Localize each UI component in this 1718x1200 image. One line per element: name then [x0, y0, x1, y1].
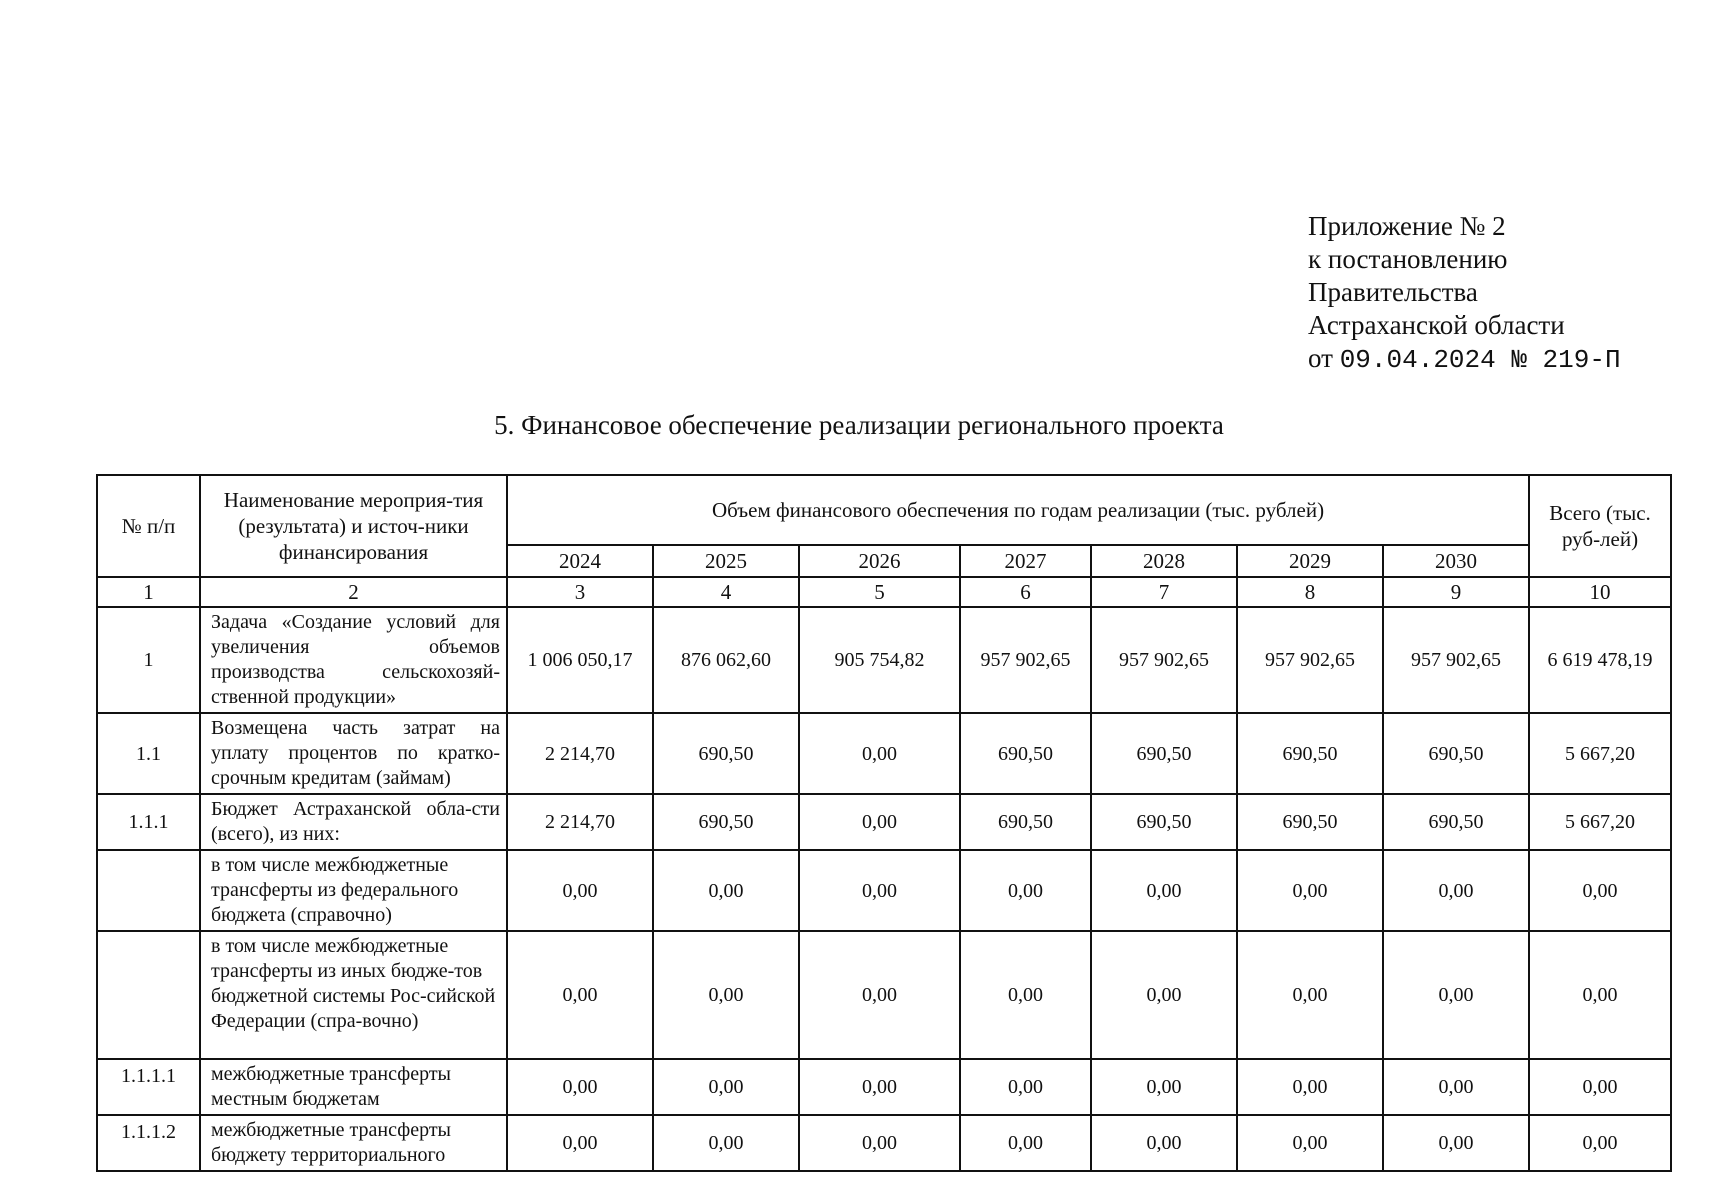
value-cell: 0,00: [507, 931, 653, 1059]
value-cell: 0,00: [799, 931, 960, 1059]
section-title: [0, 410, 1718, 441]
section-title-text: 5. Финансовое обеспечение реализации регионального проекта: [494, 410, 1224, 440]
index-row: [97, 577, 1671, 607]
value-cell: 0,00: [1237, 1115, 1383, 1171]
row-total: 5 667,20: [1529, 794, 1671, 850]
header-total: Всего (тыс. руб-лей): [1529, 475, 1671, 577]
year-header-4: 2028: [1091, 545, 1237, 577]
header-volume: Объем финансового обеспечения по годам реализации (тыс. рублей): [507, 475, 1529, 545]
row-number: 1.1.1.2: [97, 1115, 200, 1171]
value-cell: 0,00: [1383, 850, 1529, 931]
value-cell: 876 062,60: [653, 607, 799, 713]
year-header-3: 2027: [960, 545, 1091, 577]
row-total: 6 619 478,19: [1529, 607, 1671, 713]
column-index-4: 5: [799, 577, 960, 607]
year-header-2: 2026: [799, 545, 960, 577]
table-row: [97, 1059, 1671, 1115]
appendix-date-value: 09.04.2024 № 219-П: [1339, 345, 1621, 375]
value-cell: 0,00: [653, 850, 799, 931]
table-body: [97, 577, 1671, 1171]
value-cell: 0,00: [653, 1115, 799, 1171]
value-cell: 0,00: [799, 713, 960, 794]
column-index-9: 10: [1529, 577, 1671, 607]
value-cell: 690,50: [1091, 794, 1237, 850]
value-cell: 0,00: [653, 931, 799, 1059]
value-cell: 957 902,65: [1237, 607, 1383, 713]
appendix-line-3: Правительства: [1308, 277, 1478, 307]
row-number: 1.1: [97, 713, 200, 794]
row-name: межбюджетные трансферты бюджету территориального: [200, 1115, 507, 1171]
column-index-0: 1: [97, 577, 200, 607]
appendix-block: [1308, 210, 1621, 377]
value-cell: 2 214,70: [507, 794, 653, 850]
row-number: 1.1.1.1: [97, 1059, 200, 1115]
row-name: в том числе межбюджетные трансферты из федерального бюджета (справочно): [200, 850, 507, 931]
value-cell: 690,50: [960, 713, 1091, 794]
appendix-line-2: к постановлению: [1308, 244, 1508, 274]
row-total: 0,00: [1529, 1115, 1671, 1171]
value-cell: 0,00: [799, 1059, 960, 1115]
appendix-date-line: [1308, 342, 1621, 377]
row-name: Возмещена часть затрат на уплату процентов по кратко-срочным кредитам (займам): [200, 713, 507, 794]
row-number: 1: [97, 607, 200, 713]
row-total: 0,00: [1529, 931, 1671, 1059]
value-cell: 0,00: [1237, 850, 1383, 931]
value-cell: 0,00: [960, 1059, 1091, 1115]
value-cell: 690,50: [1237, 794, 1383, 850]
row-name: Задача «Создание условий для увеличения объемов производства сельскохозяй-ственной продукции»: [200, 607, 507, 713]
appendix-line-1: Приложение № 2: [1308, 211, 1506, 241]
value-cell: 0,00: [653, 1059, 799, 1115]
value-cell: 0,00: [507, 850, 653, 931]
value-cell: 2 214,70: [507, 713, 653, 794]
value-cell: 0,00: [1383, 1115, 1529, 1171]
value-cell: 0,00: [799, 850, 960, 931]
value-cell: 690,50: [1091, 713, 1237, 794]
value-cell: 690,50: [653, 713, 799, 794]
value-cell: 957 902,65: [960, 607, 1091, 713]
table-row: [97, 1115, 1671, 1171]
row-total: 0,00: [1529, 1059, 1671, 1115]
value-cell: 690,50: [1237, 713, 1383, 794]
appendix-date-prefix: от: [1308, 343, 1333, 373]
table-row: [97, 794, 1671, 850]
value-cell: 690,50: [1383, 794, 1529, 850]
year-header-1: 2025: [653, 545, 799, 577]
value-cell: 0,00: [1383, 1059, 1529, 1115]
row-name: межбюджетные трансферты местным бюджетам: [200, 1059, 507, 1115]
financing-table: [96, 474, 1672, 1172]
value-cell: 0,00: [1091, 931, 1237, 1059]
column-index-8: 9: [1383, 577, 1529, 607]
column-index-3: 4: [653, 577, 799, 607]
value-cell: 0,00: [960, 850, 1091, 931]
row-total: 5 667,20: [1529, 713, 1671, 794]
row-name: Бюджет Астраханской обла-сти (всего), из них:: [200, 794, 507, 850]
value-cell: 0,00: [1237, 1059, 1383, 1115]
value-cell: 0,00: [1237, 931, 1383, 1059]
row-name: в том числе межбюджетные трансферты из иных бюдже-тов бюджетной системы Рос-сийской Федерации (спра-вочно): [200, 931, 507, 1059]
row-number: [97, 850, 200, 931]
table-row: [97, 713, 1671, 794]
value-cell: 690,50: [653, 794, 799, 850]
value-cell: 1 006 050,17: [507, 607, 653, 713]
appendix-line-4: Астраханской области: [1308, 310, 1565, 340]
value-cell: 690,50: [960, 794, 1091, 850]
year-header-0: 2024: [507, 545, 653, 577]
value-cell: 0,00: [799, 794, 960, 850]
value-cell: 0,00: [1383, 931, 1529, 1059]
column-index-6: 7: [1091, 577, 1237, 607]
column-index-5: 6: [960, 577, 1091, 607]
column-index-2: 3: [507, 577, 653, 607]
table-row: [97, 607, 1671, 713]
value-cell: 0,00: [507, 1059, 653, 1115]
column-index-1: 2: [200, 577, 507, 607]
value-cell: 905 754,82: [799, 607, 960, 713]
row-number: [97, 931, 200, 1059]
year-header-6: 2030: [1383, 545, 1529, 577]
value-cell: 0,00: [1091, 1059, 1237, 1115]
value-cell: 957 902,65: [1383, 607, 1529, 713]
value-cell: 0,00: [799, 1115, 960, 1171]
column-index-7: 8: [1237, 577, 1383, 607]
table-row: [97, 850, 1671, 931]
value-cell: 0,00: [960, 1115, 1091, 1171]
value-cell: 957 902,65: [1091, 607, 1237, 713]
row-total: 0,00: [1529, 850, 1671, 931]
value-cell: 0,00: [1091, 1115, 1237, 1171]
table-row: [97, 931, 1671, 1059]
value-cell: 0,00: [1091, 850, 1237, 931]
value-cell: 0,00: [960, 931, 1091, 1059]
year-header-5: 2029: [1237, 545, 1383, 577]
value-cell: 0,00: [507, 1115, 653, 1171]
value-cell: 690,50: [1383, 713, 1529, 794]
row-number: 1.1.1: [97, 794, 200, 850]
header-num: № п/п: [97, 475, 200, 577]
header-name: Наименование мероприя-тия (результата) и источ-ники финансирования: [200, 475, 507, 577]
